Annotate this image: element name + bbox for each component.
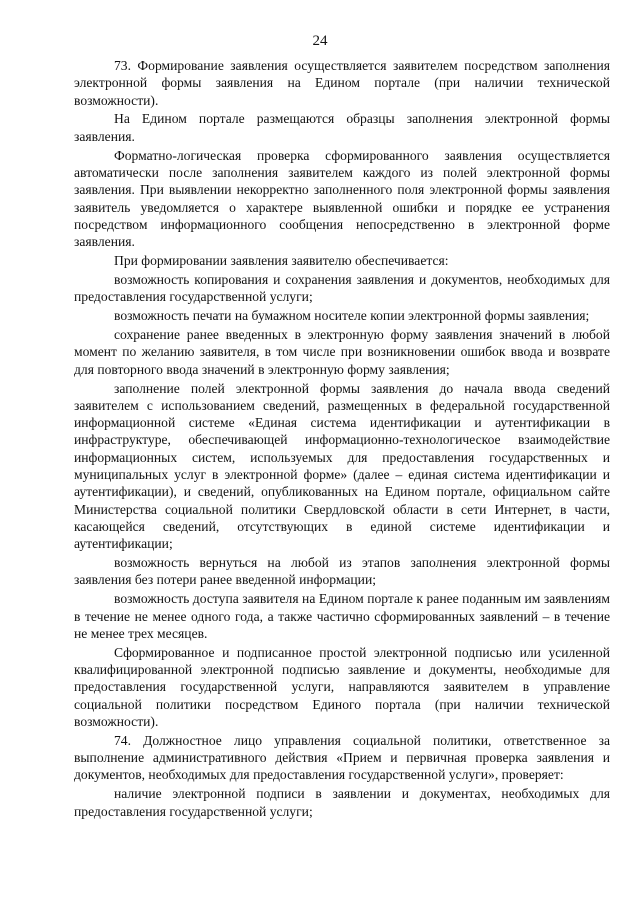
paragraph: заполнение полей электронной формы заявления до начала ввода сведений заявителем с использованием сведений, размещенных в федеральной государственной информационной системе «Единая система идентификации и аутентификации в инфраструктуре, обеспечивающей информационно-технологическое взаимодействие информационных систем, используемых для предоставления государственных и муниципальных услуг в электронной форме» (далее – единая система идентификации и аутентификации), и сведений, опубликованных на Едином портале, официальном сайте Министерства социальной политики Свердловской области в сети Интернет, в части, касающейся сведений, отсутствующих в единой системе идентификации и аутентификации; bbox=[74, 380, 610, 552]
paragraph: сохранение ранее введенных в электронную форму заявления значений в любой момент по желанию заявителя, в том числе при возникновении ошибок ввода и возврате для повторного ввода значений в электронную форму заявления; bbox=[74, 327, 610, 377]
paragraph: возможность печати на бумажном носителе копии электронной формы заявления; bbox=[114, 308, 590, 324]
paragraph: возможность копирования и сохранения заявления и документов, необходимых для предоставления государственной услуги; bbox=[74, 271, 610, 305]
paragraph: возможность доступа заявителя на Едином портале к ранее поданным им заявлениям в течение не менее одного года, а также частично сформированных заявлений – в течение не менее трех месяцев. bbox=[74, 591, 610, 641]
paragraph: На Едином портале размещаются образцы заполнения электронной формы заявления. bbox=[74, 111, 610, 144]
paragraph: При формировании заявления заявителю обеспечивается: bbox=[114, 253, 449, 269]
body-text bbox=[74, 57, 610, 821]
paragraph: наличие электронной подписи в заявлении и документах, необходимых для предоставления государственной услуги; bbox=[74, 786, 610, 819]
paragraph: возможность вернуться на любой из этапов заполнения электронной формы заявления без потери ранее введенной информации; bbox=[74, 555, 610, 588]
paragraph: Форматно-логическая проверка сформированного заявления осуществляется автоматически после заполнения заявителем каждого из полей электронной формы заявления. При выявлении некорректно заполненного поля электронной формы заявления заявитель уведомляется о характере выявленной ошибки и порядке ее устранения посредством информационного сообщения непосредственно в электронной форме заявления. bbox=[74, 147, 610, 250]
paragraph: Сформированное и подписанное простой электронной подписью или усиленной квалифицированной электронной подписью заявление и документы, необходимые для предоставления государственной услуги, направляются заявителем в управление социальной политики посредством Единого портала (при наличии технической возможности). bbox=[74, 644, 610, 729]
page-number: 24 bbox=[312, 33, 328, 49]
paragraph: 73. Формирование заявления осуществляется заявителем посредством заполнения электронной формы заявления на Едином портале (при наличии технической возможности). bbox=[74, 58, 610, 108]
paragraph: 74. Должностное лицо управления социальной политики, ответственное за выполнение административного действия «Прием и первичная проверка заявления и документов, необходимых для предоставления государственной услуги», проверяет: bbox=[74, 732, 610, 783]
